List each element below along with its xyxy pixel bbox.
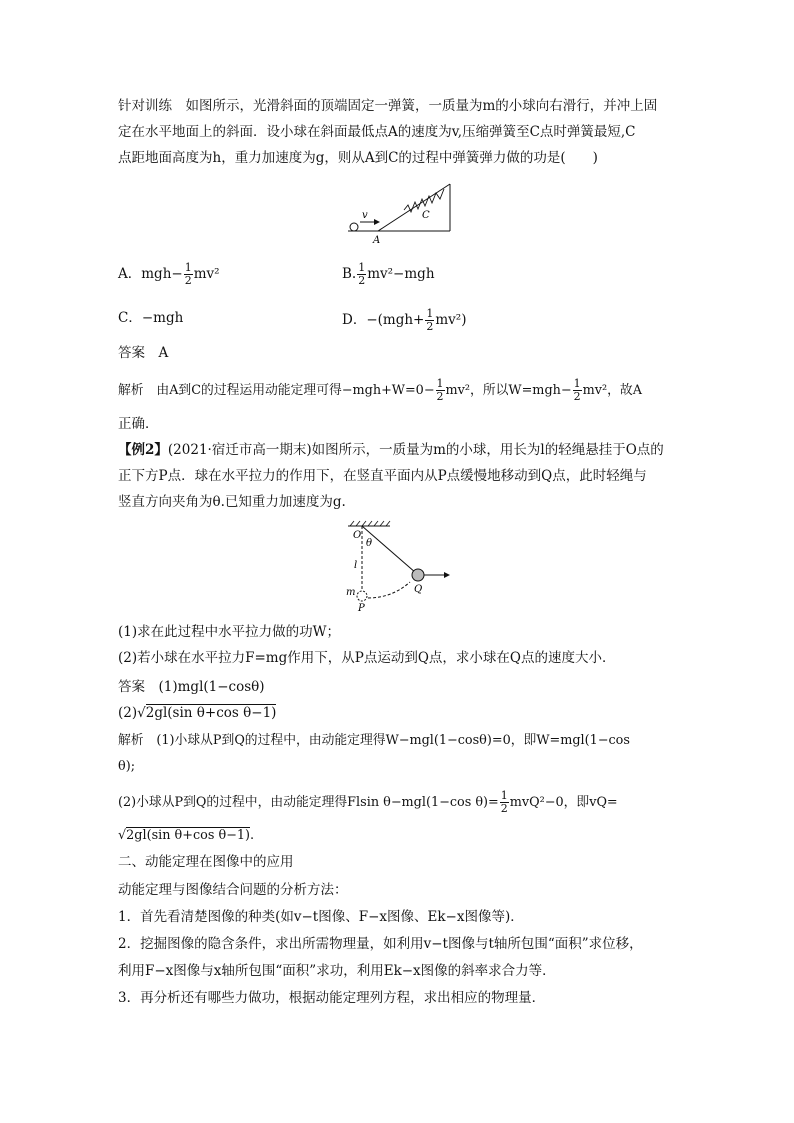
incline-spring-figure [340, 172, 460, 247]
section-intro: 动能定理与图像结合问题的分析方法： [118, 882, 348, 898]
fraction-half: $\frac{1}{2}$ [436, 377, 444, 403]
fig-label-v: v [362, 210, 368, 221]
fraction-half: $\frac{1}{2}$ [573, 377, 581, 403]
example2-line2: 正下方P点．球在水平拉力的作用下，在竖直平面内从P点缓慢地移动到Q点，此时轻绳与 [118, 468, 647, 484]
fraction-half: $\frac{1}{2}$ [426, 307, 434, 333]
section-point2: 2．挖掘图像的隐含条件，求出所需物理量，如利用v−t图像与t轴所包围“面积”求位移， [118, 936, 643, 952]
practice-answer: 答案 A [118, 345, 169, 361]
section-heading: 二、动能定理在图像中的应用 [118, 854, 294, 870]
fig-label-c: C [422, 210, 430, 221]
example2-answer1: 答案 (1)mgl(1−cosθ) [118, 679, 265, 695]
option-d: D．−(mgh+ $\frac{1}{2}$ mv²) [342, 307, 467, 333]
option-a: A．mgh− $\frac{1}{2}$ mv² [118, 261, 220, 287]
fig-label-theta: θ [366, 538, 373, 549]
example2-line3: 竖直方向夹角为θ.已知重力加速度为g. [118, 494, 346, 510]
fig-label-l: l [354, 560, 358, 571]
fraction-half: $\frac{1}{2}$ [184, 261, 192, 287]
example2-analysis1: 解析 (1)小球从P到Q的过程中，由动能定理得W−mgl(1−cosθ)=0，即W=mgl(1−cos [118, 733, 630, 748]
example-tag: 【例2】 [118, 442, 168, 458]
example2-analysis1-cont: θ); [118, 759, 136, 774]
example2-analysis2: (2)小球从P到Q的过程中，由动能定理得Flsin θ−mgl(1−cos θ)= $\frac{1}{2}$ mvQ²−0，即vQ= [118, 789, 618, 815]
example2-analysis2-cont: √2gl(sin θ+cos θ−1). [118, 828, 255, 843]
section-point2-cont: 利用F−x图像与x轴所包围“面积”求功，利用Ek−x图像的斜率求合力等． [118, 963, 556, 979]
fraction-half: $\frac{1}{2}$ [358, 261, 366, 287]
practice-analysis-line2: 正确． [118, 416, 159, 432]
fig-label-p: P [358, 603, 365, 613]
practice-analysis: 解析 由A到C的过程运用动能定理可得−mgh+W=0− $\frac{1}{2}$ mv²，所以W=mgh− $\frac{1}{2}$ mv²，故A [118, 377, 642, 403]
practice-text-line2: 定在水平地面上的斜面．设小球在斜面最低点A的速度为v,压缩弹簧至C点时弹簧最短,C [118, 124, 636, 140]
fig-label-a: A [373, 235, 381, 246]
practice-text-line1: 针对训练 如图所示，光滑斜面的顶端固定一弹簧，一质量为m的小球向右滑行，并冲上固 [118, 98, 658, 114]
example2-question1: (1)求在此过程中水平拉力做的功W； [118, 624, 340, 640]
option-c: C．−mgh [118, 310, 184, 326]
section-point3: 3．再分析还有哪些力做功，根据动能定理列方程，求出相应的物理量． [118, 990, 546, 1006]
fig-label-o: O [353, 530, 362, 541]
fig-label-m: m [346, 587, 356, 598]
pendulum-figure [336, 518, 456, 613]
practice-text-line3: 点距地面高度为h，重力加速度为g，则从A到C的过程中弹簧弹力做的功是( ) [118, 150, 598, 166]
fraction-half: $\frac{1}{2}$ [500, 789, 508, 815]
example2-line1: 【例2】(2021·宿迁市高一期末)如图所示，一质量为m的小球，用长为l的轻绳悬挂于O点的 [118, 442, 664, 458]
example2-question2: (2)若小球在水平拉力F=mg作用下，从P点运动到Q点，求小球在Q点的速度大小． [118, 650, 616, 666]
fig-label-q: Q [414, 584, 423, 595]
example2-answer2: (2)√2gl(sin θ+cos θ−1) [118, 705, 277, 721]
option-b: B. $\frac{1}{2}$ mv²−mgh [342, 261, 435, 287]
section-point1: 1．首先看清楚图像的种类(如v−t图像、F−x图像、Ek−x图像等)． [118, 909, 524, 925]
